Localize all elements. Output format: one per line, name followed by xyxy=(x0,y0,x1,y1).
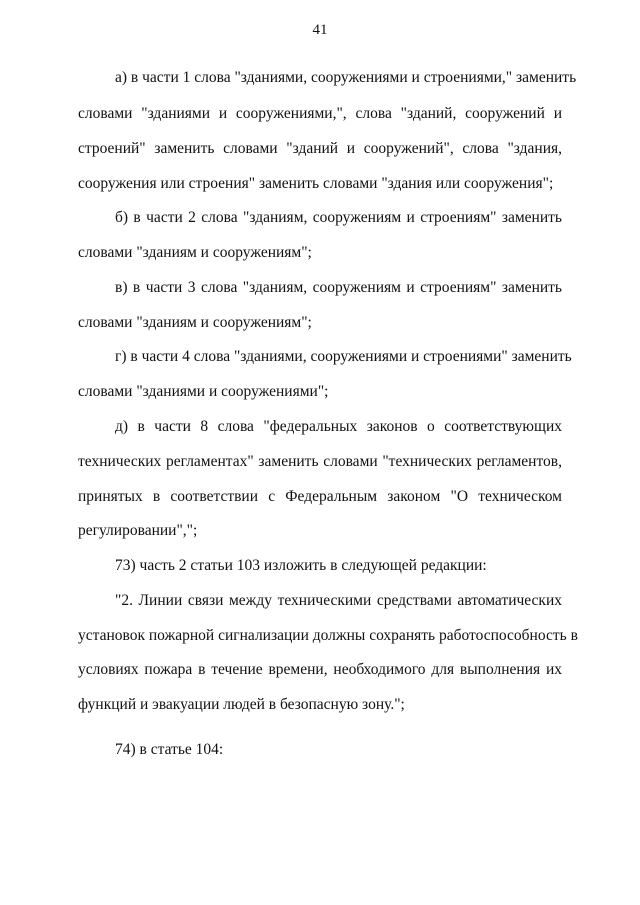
text-line: технических регламентах" заменить словами "технических регламентов, xyxy=(78,453,562,470)
text-line: строений" заменить словами "зданий и сооружений", слова "здания, xyxy=(78,140,562,157)
text-line: 73) часть 2 статьи 103 изложить в следующей редакции: xyxy=(115,557,487,574)
text-line: установок пожарной сигнализации должны сохранять работоспособность в xyxy=(78,627,578,644)
text-line: сооружения или строения" заменить словами "здания или сооружения"; xyxy=(78,175,554,192)
text-line: б) в части 2 слова "зданиям, сооружениям и строениям" заменить xyxy=(115,209,562,226)
text-line: г) в части 4 слова "зданиями, сооружениями и строениями" заменить xyxy=(115,348,572,365)
text-line: регулировании","; xyxy=(78,522,198,539)
text-line: 74) в статье 104: xyxy=(115,741,224,758)
text-line: словами "зданиями и сооружениями"; xyxy=(78,383,329,400)
text-line: условиях пожара в течение времени, необходимого для выполнения их xyxy=(78,661,562,678)
text-line: словами "зданиям и сооружениям"; xyxy=(78,244,312,261)
text-line: словами "зданиям и сооружениям"; xyxy=(78,314,312,331)
page-number: 41 xyxy=(312,22,328,38)
text-line: а) в части 1 слова "зданиями, сооружениями и строениями," заменить xyxy=(115,69,577,86)
text-line: "2. Линии связи между техническими средствами автоматических xyxy=(115,592,562,609)
text-line: функций и эвакуации людей в безопасную зону."; xyxy=(78,696,405,713)
text-line: принятых в соответствии с Федеральным законом "О техническом xyxy=(78,488,562,505)
text-line: словами "зданиями и сооружениями,", слова "зданий, сооружений и xyxy=(78,105,562,122)
text-line: в) в части 3 слова "зданиям, сооружениям и строениям" заменить xyxy=(115,279,562,296)
text-line: д) в части 8 слова "федеральных законов о соответствующих xyxy=(115,418,562,435)
